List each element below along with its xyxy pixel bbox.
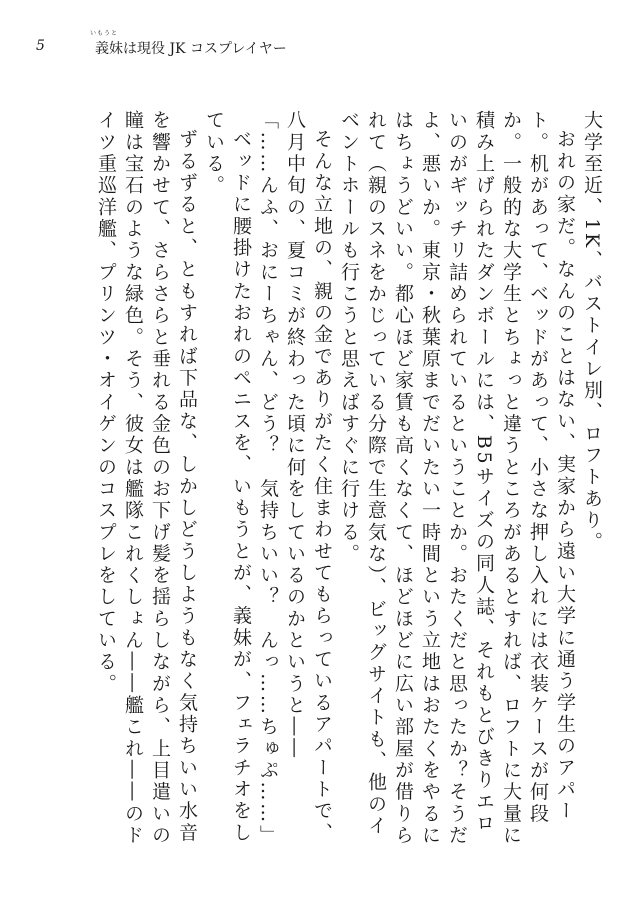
paragraph: おれの家だ。なんのことはない、実家から遠い大学に通う学生のアパート。机があって、ベッドがあって、小さな押し入れには衣装ケースが何段か。一般的な大学生とちょっと違うところがあるとすれば、ロフトに大量に積み上げられたダンボールには、B5サイズの同人誌、それもとびきりエロいのがギッチリ詰められているということか。おたくだと思ったか？そうだよ、悪いか。東京・秋葉原までだいたい一時間という立地はおたくをやるにはちょうどいい。都心ほど家賃も高くなくて、ほどほどに広い部屋が借りられて（親のスネをかじっている分際で生意気な）、ビッグサイトも、他のイベントホールも行こうと思えばすぐに行ける。 xyxy=(338,110,576,847)
running-title: 義妹は現役 JK コスプレイヤー xyxy=(95,41,287,57)
title-ruby: いもうと xyxy=(90,30,119,37)
dialogue-line: 「……んふ、おにーちゃん、どう？ 気持ちいい？ んっ……ちゅぷ……」 xyxy=(257,110,279,847)
paragraph: ずるずると、ともすれば下品な、しかしどうしようもなく気持ちいい水音を響かせて、さらさらと垂れる金色のお下げ髪を揺らしながら、上目遣いの瞳は宝石のような緑色。そう、彼女は艦隊これくしょん――艦これ――のドイツ重巡洋艦、プリンツ・オイゲンのコスプレをしている。 xyxy=(95,110,198,847)
vertical-body-text xyxy=(45,110,605,855)
page-number: 5 xyxy=(36,38,45,54)
paragraph: そんな立地の、親の金でありがたく住まわせてもらっているアパートで、八月中旬の、夏コミが終わった頃に何をしているのかというと―― xyxy=(284,110,333,844)
paragraph: ベッドに腰掛けたおれのペニスを、いもうとが、義妹が、フェラチオをしている。 xyxy=(203,110,252,844)
paragraph: 大学至近、1K、バストイレ別、ロフトあり。 xyxy=(581,110,603,554)
page-header xyxy=(0,0,639,80)
